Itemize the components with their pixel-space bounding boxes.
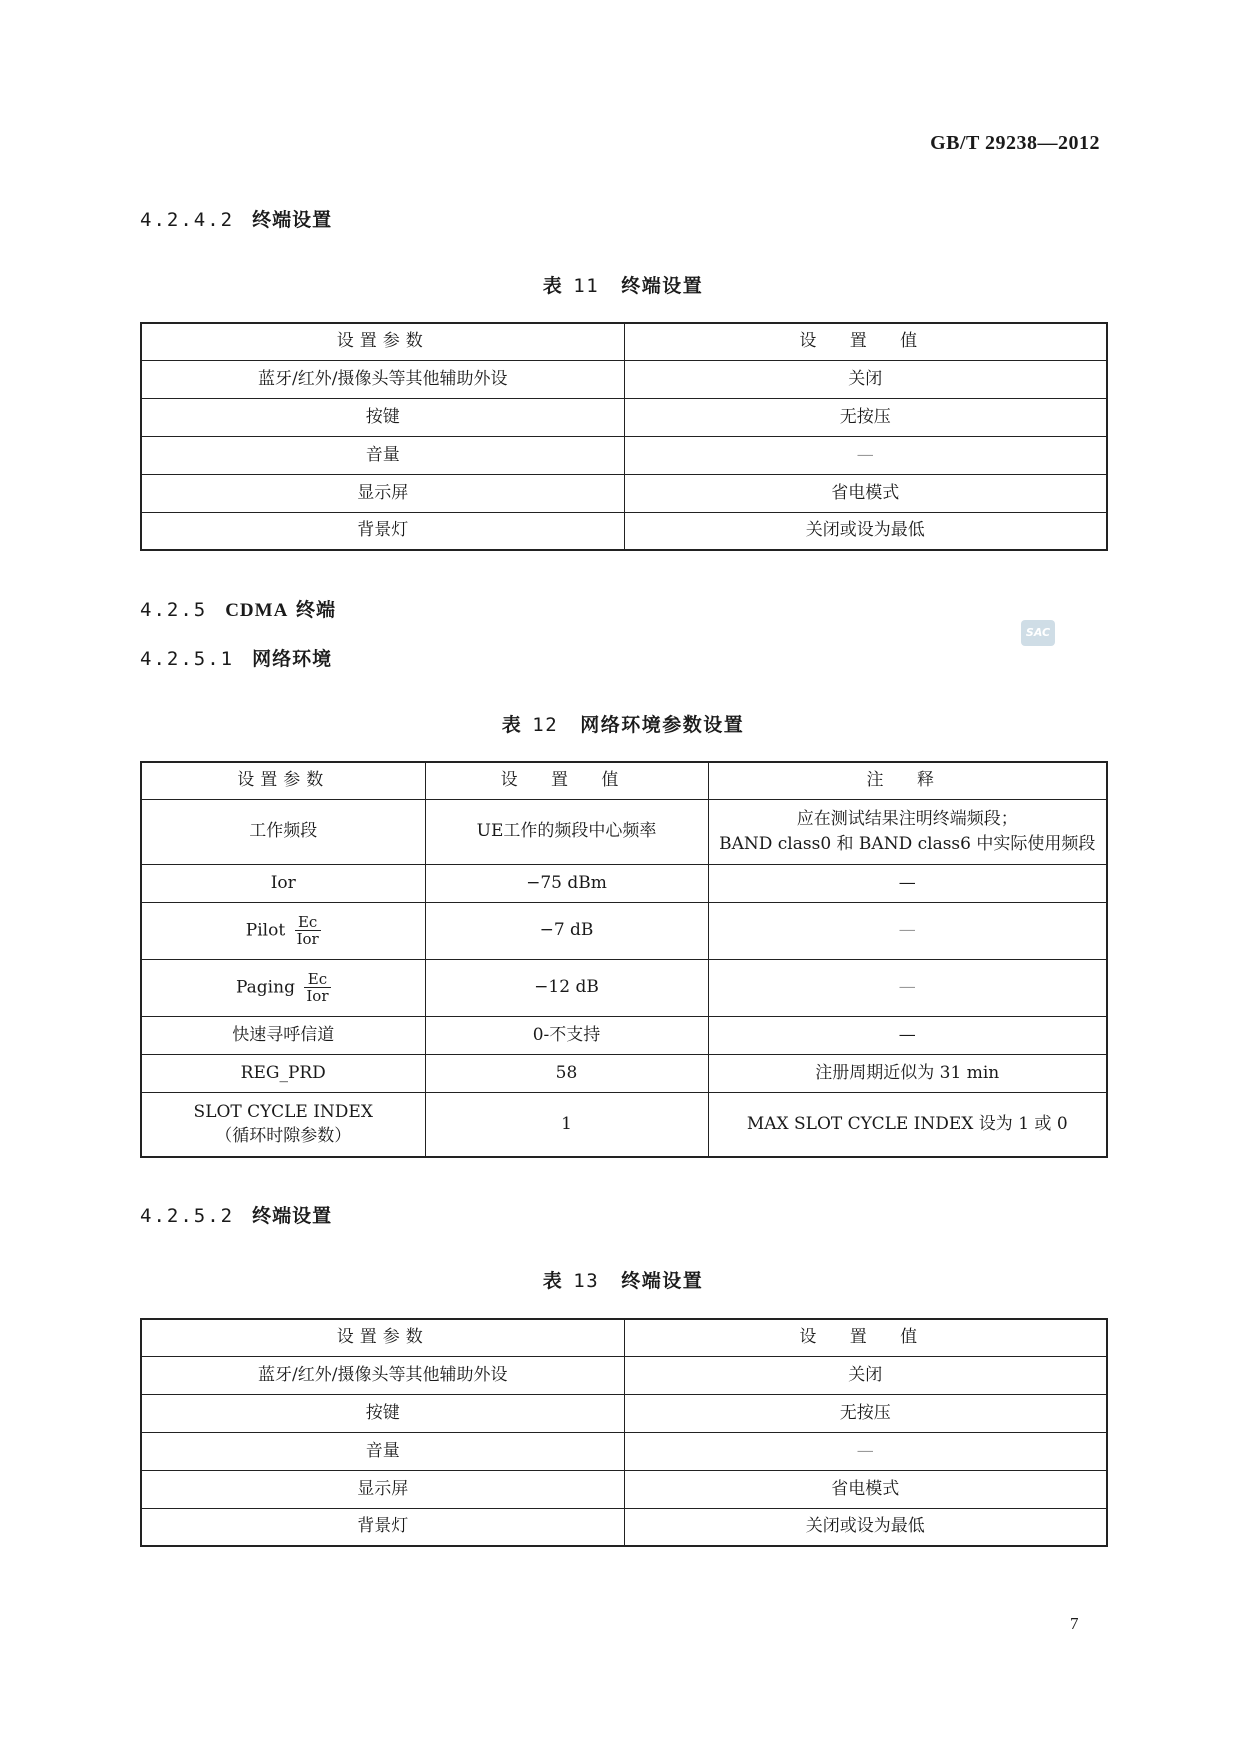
table-11 xyxy=(140,322,1108,551)
table-cell: 关闭 xyxy=(624,1356,1107,1394)
section-title-en: CDMA xyxy=(225,600,289,621)
table-cell: UE工作的频段中心频率 xyxy=(425,799,708,864)
table-13-caption xyxy=(140,1266,1106,1293)
table-cell: 无按压 xyxy=(624,398,1107,436)
section-heading-4-2-5-2 xyxy=(140,1201,332,1228)
note-line: 应在测试结果注明终端频段； xyxy=(796,808,1018,829)
table-cell: Ior xyxy=(141,864,425,902)
table-cell xyxy=(141,902,425,959)
table-cell: REG_PRD xyxy=(141,1054,425,1092)
section-number: 4.2.5 xyxy=(140,599,208,621)
table-row xyxy=(141,1016,1107,1054)
table-cell: 背景灯 xyxy=(141,1508,624,1546)
section-title: 终端 xyxy=(295,599,336,621)
caption-prefix: 表 xyxy=(542,275,564,297)
caption-title: 终端设置 xyxy=(621,275,704,297)
table-cell: −75 dBm xyxy=(425,864,708,902)
caption-number: 13 xyxy=(573,1270,600,1292)
caption-prefix: 表 xyxy=(501,714,523,736)
table-cell: — xyxy=(624,1432,1107,1470)
section-heading-4-2-5-1 xyxy=(140,644,332,671)
header-cell: 设置参数 xyxy=(141,323,624,360)
header-cell: 设 置 值 xyxy=(425,762,708,799)
table-cell: — xyxy=(708,959,1107,1016)
table-row xyxy=(141,1432,1107,1470)
header-cell: 设置参数 xyxy=(141,762,425,799)
table-row xyxy=(141,1054,1107,1092)
caption-prefix: 表 xyxy=(542,1270,564,1292)
table-cell: 按键 xyxy=(141,1394,624,1432)
table-row xyxy=(141,1470,1107,1508)
table-row xyxy=(141,799,1107,864)
section-number: 4.2.4.2 xyxy=(140,209,235,231)
table-cell: 按键 xyxy=(141,398,624,436)
table-row xyxy=(141,436,1107,474)
fraction-denominator: Ior xyxy=(306,987,329,1005)
fraction xyxy=(304,971,330,1005)
table-cell: — xyxy=(624,436,1107,474)
table-cell: 蓝牙/红外/摄像头等其他辅助外设 xyxy=(141,1356,624,1394)
table-cell: 音量 xyxy=(141,436,624,474)
table-cell xyxy=(141,959,425,1016)
table-cell: 1 xyxy=(425,1092,708,1157)
page-number: 7 xyxy=(1070,1614,1079,1633)
table-row xyxy=(141,512,1107,550)
fraction-denominator: Ior xyxy=(296,930,319,948)
section-title: 网络环境 xyxy=(252,648,333,670)
table-cell: — xyxy=(708,902,1107,959)
table-row xyxy=(141,474,1107,512)
section-heading-4-2-5 xyxy=(140,595,336,622)
caption-title: 终端设置 xyxy=(621,1270,704,1292)
table-13 xyxy=(140,1318,1108,1547)
table-cell: — xyxy=(708,864,1107,902)
table-cell xyxy=(708,799,1107,864)
section-number: 4.2.5.1 xyxy=(140,648,235,670)
table-row xyxy=(141,1508,1107,1546)
table-row xyxy=(141,398,1107,436)
param-prefix: Pilot xyxy=(245,920,286,940)
table-cell: — xyxy=(708,1016,1107,1054)
table-header-row xyxy=(141,323,1107,360)
caption-number: 11 xyxy=(573,275,600,297)
table-cell: 注册周期近似为 31 min xyxy=(708,1054,1107,1092)
table-cell: 显示屏 xyxy=(141,474,624,512)
table-row xyxy=(141,1394,1107,1432)
section-heading-4-2-4-2 xyxy=(140,205,332,232)
sac-watermark-logo: SAC xyxy=(1021,620,1055,646)
table-cell: 0-不支持 xyxy=(425,1016,708,1054)
param-line: （循环时隙参数） xyxy=(215,1126,352,1147)
table-row xyxy=(141,864,1107,902)
table-header-row xyxy=(141,1319,1107,1356)
fraction xyxy=(295,914,321,948)
table-row xyxy=(141,360,1107,398)
note-line: BAND class0 和 BAND class6 中实际使用频段 xyxy=(719,833,1096,854)
fraction-numerator: Ec xyxy=(295,914,321,932)
table-header-row xyxy=(141,762,1107,799)
section-title: 终端设置 xyxy=(252,209,333,231)
table-cell: 快速寻呼信道 xyxy=(141,1016,425,1054)
param-line: SLOT CYCLE INDEX xyxy=(193,1101,373,1122)
caption-number: 12 xyxy=(532,714,559,736)
table-cell: 关闭或设为最低 xyxy=(624,512,1107,550)
header-cell: 设置参数 xyxy=(141,1319,624,1356)
table-cell: 背景灯 xyxy=(141,512,624,550)
section-title: 终端设置 xyxy=(252,1205,333,1227)
table-cell: 58 xyxy=(425,1054,708,1092)
table-cell: 音量 xyxy=(141,1432,624,1470)
table-cell: 关闭 xyxy=(624,360,1107,398)
fraction-numerator: Ec xyxy=(304,971,330,989)
table-cell: 蓝牙/红外/摄像头等其他辅助外设 xyxy=(141,360,624,398)
table-cell: MAX SLOT CYCLE INDEX 设为 1 或 0 xyxy=(708,1092,1107,1157)
table-row xyxy=(141,902,1107,959)
table-row xyxy=(141,959,1107,1016)
table-cell: −7 dB xyxy=(425,902,708,959)
table-12 xyxy=(140,761,1108,1158)
header-cell: 设 置 值 xyxy=(624,323,1107,360)
table-11-caption xyxy=(140,271,1106,298)
table-cell xyxy=(141,1092,425,1157)
document-id: GB/T 29238—2012 xyxy=(930,132,1100,154)
table-cell: 省电模式 xyxy=(624,474,1107,512)
section-number: 4.2.5.2 xyxy=(140,1205,235,1227)
table-row xyxy=(141,1092,1107,1157)
table-cell: 无按压 xyxy=(624,1394,1107,1432)
param-prefix: Paging xyxy=(235,977,295,997)
caption-title: 网络环境参数设置 xyxy=(580,714,745,736)
table-12-caption xyxy=(140,710,1106,737)
header-cell: 设 置 值 xyxy=(624,1319,1107,1356)
table-cell: −12 dB xyxy=(425,959,708,1016)
table-cell: 省电模式 xyxy=(624,1470,1107,1508)
table-cell: 显示屏 xyxy=(141,1470,624,1508)
table-cell: 关闭或设为最低 xyxy=(624,1508,1107,1546)
header-cell: 注 释 xyxy=(708,762,1107,799)
table-row xyxy=(141,1356,1107,1394)
table-cell: 工作频段 xyxy=(141,799,425,864)
